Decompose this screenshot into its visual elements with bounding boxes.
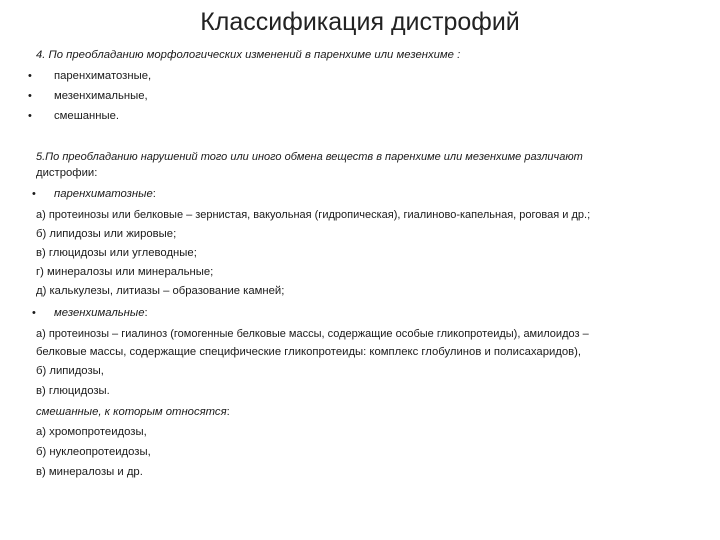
parenchymal-item: г) минералозы или минеральные; <box>36 266 214 278</box>
mesenchymal-item: белковые массы, содержащие специфические гликопротеиды: комплекс глобулинов и полисахаридов), <box>36 346 582 358</box>
parenchymal-label-text: паренхиматозные <box>54 188 153 200</box>
parenchymal-item: б) липидозы или жировые; <box>36 228 177 240</box>
bullet-icon: • <box>28 90 32 102</box>
bullet-icon: • <box>28 70 32 82</box>
parenchymal-colon: : <box>152 188 156 200</box>
parenchymal-label <box>54 187 156 201</box>
parenchymal-item: а) протеинозы или белковые – зернистая, вакуольная (гидропическая), гиалиново-капельная, роговая и др.; <box>36 209 591 221</box>
mixed-item: а) хромопротеидозы, <box>36 426 147 438</box>
mesenchymal-label <box>54 306 148 320</box>
section5-heading-italic: 5.По преобладанию нарушений того или иного обмена веществ в паренхиме или мезенхиме различают <box>36 151 583 163</box>
slide-title: Классификация дистрофий <box>200 8 520 36</box>
mixed-colon: : <box>226 406 230 418</box>
mesenchymal-item: в) глюцидозы. <box>36 385 110 397</box>
mixed-item: в) минералозы и др. <box>36 466 143 478</box>
parenchymal-item: в) глюцидозы или углеводные; <box>36 247 197 259</box>
mesenchymal-item: а) протеинозы – гиалиноз (гомогенные белковые массы, содержащие особые гликопротеиды), амилоидоз – <box>36 328 589 340</box>
mixed-label-text: смешанные, к которым относятся <box>36 406 227 418</box>
bullet-icon: • <box>32 188 36 200</box>
mixed-item: б) нуклеопротеидозы, <box>36 446 151 458</box>
mesenchymal-item: б) липидозы, <box>36 365 104 377</box>
mesenchymal-colon: : <box>144 307 148 319</box>
bullet-icon: • <box>28 110 32 122</box>
section5-heading <box>36 150 583 164</box>
section4-item: мезенхимальные, <box>54 90 148 102</box>
section4-heading: 4. По преобладанию морфологических изменений в паренхиме или мезенхиме : <box>36 49 461 61</box>
mesenchymal-label-text: мезенхимальные <box>54 307 145 319</box>
section5-heading-cont: дистрофии: <box>36 167 98 179</box>
section4-item: паренхиматозные, <box>54 70 152 82</box>
parenchymal-item: д) калькулезы, литиазы – образование камней; <box>36 285 285 297</box>
bullet-icon: • <box>32 307 36 319</box>
section4-item: смешанные. <box>54 110 120 122</box>
mixed-label <box>36 405 230 419</box>
